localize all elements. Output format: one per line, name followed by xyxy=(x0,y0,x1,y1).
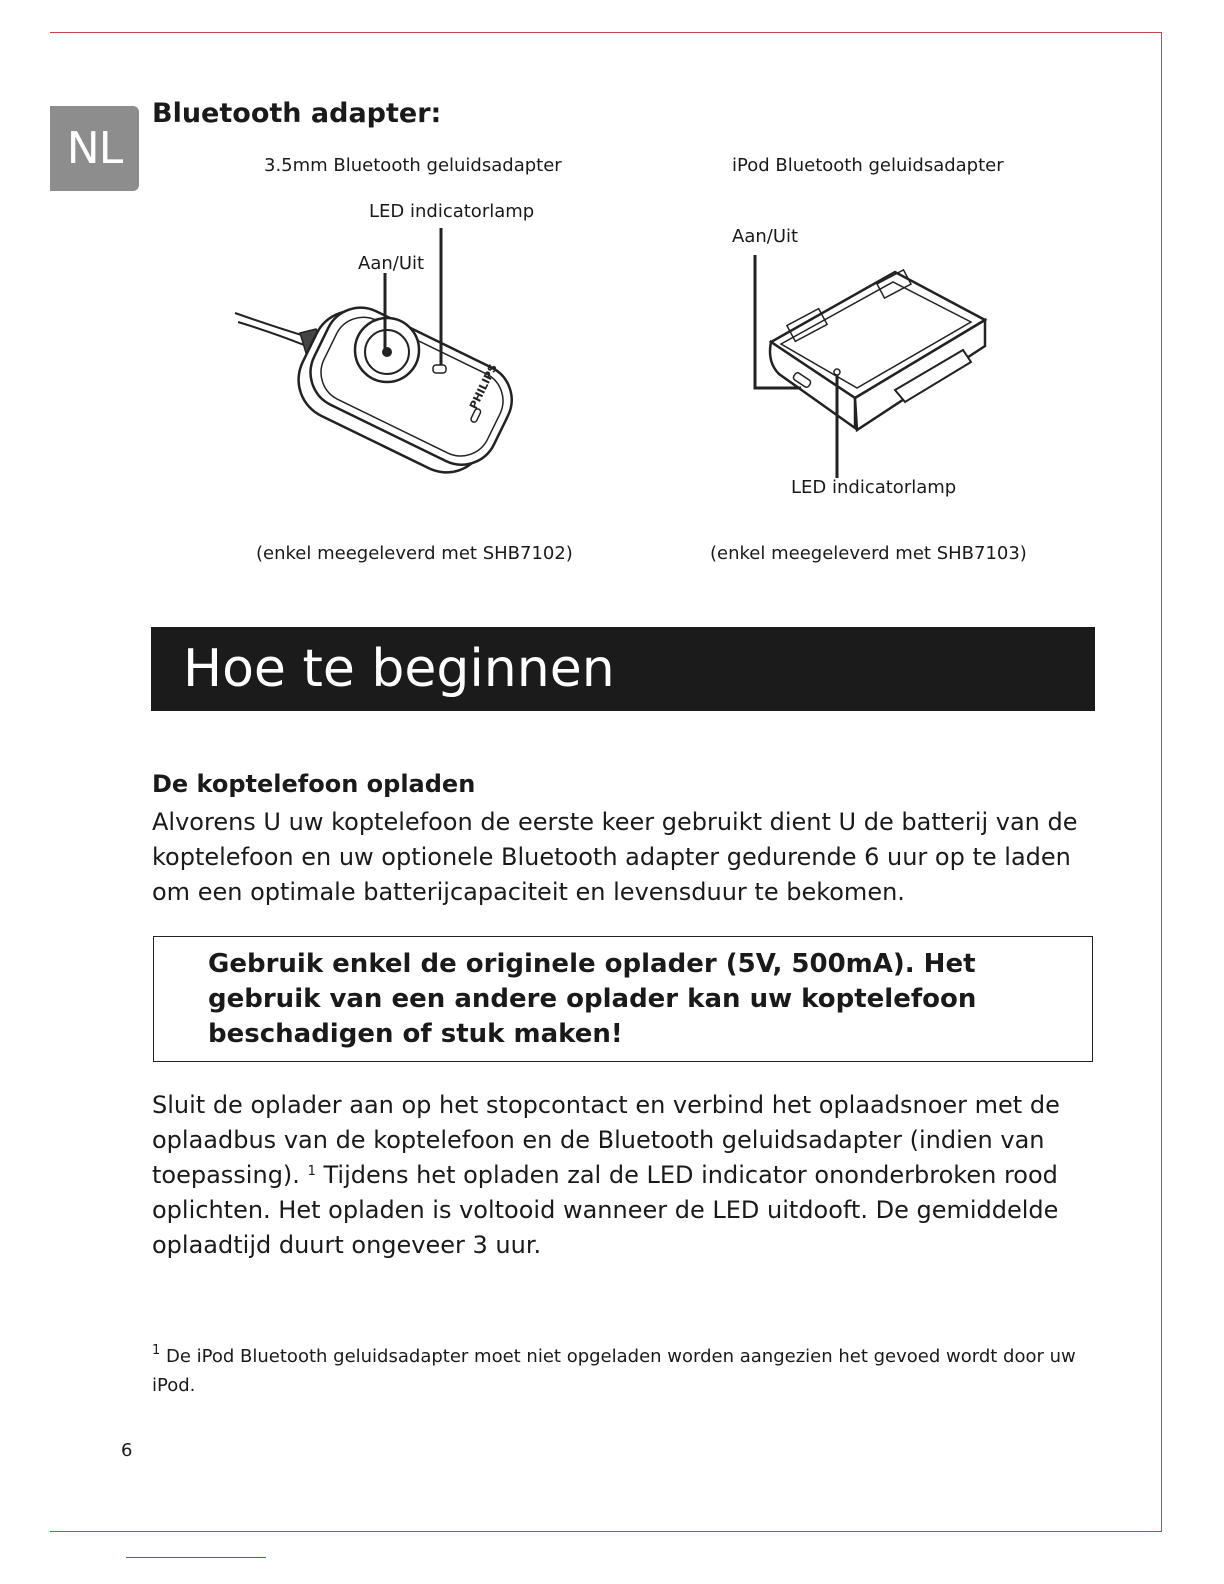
left-adapter-note: (enkel meegeleverd met SHB7102) xyxy=(256,543,573,564)
footnote-reference[interactable]: 1 xyxy=(307,1164,316,1179)
warning-text: Gebruik enkel de originele oplader (5V, 500mA). Het gebruik van een andere oplader kan uw koptelefoon beschadigen of stuk maken! xyxy=(208,949,977,1049)
right-adapter-note: (enkel meegeleverd met SHB7103) xyxy=(710,543,1027,564)
footnote-marker: 1 xyxy=(152,1343,161,1358)
left-led-label: LED indicatorlamp xyxy=(369,201,535,222)
warning-box xyxy=(153,936,1093,1062)
link-underline xyxy=(126,1557,266,1558)
charging-body-part1: Sluit de oplader aan op het stopcontact en verbind het oplaadsnoer met de oplaadbus van de koptelefoon en de Bluetooth geluidsadapter (indien van toepassing). xyxy=(152,1091,1060,1189)
section-banner xyxy=(151,627,1095,711)
page-number: 6 xyxy=(121,1440,133,1461)
footnote-text: De iPod Bluetooth geluidsadapter moet niet opgeladen worden aangezien het gevoed wordt door uw iPod. xyxy=(152,1346,1076,1396)
right-adapter-title: iPod Bluetooth geluidsadapter xyxy=(732,155,1004,176)
language-tab: NL xyxy=(50,106,139,191)
page-right-rule xyxy=(1161,32,1162,1532)
section-title: Bluetooth adapter: xyxy=(152,98,442,129)
footnote xyxy=(152,1342,1102,1400)
left-adapter-brand: PHILIPS xyxy=(467,362,500,412)
page-top-rule xyxy=(50,32,1162,33)
right-adapter-illustration xyxy=(745,250,1005,480)
left-adapter-illustration xyxy=(230,225,530,495)
charging-intro: Alvorens U uw koptelefoon de eerste keer gebruikt dient U de batterij van de koptelefoon en uw optionele Bluetooth adapter gedurende 6 uur op te laden om een optimale batterijcapaciteit en levensduur te bekomen. xyxy=(152,808,1078,906)
charging-body xyxy=(152,1088,1092,1263)
left-power-label: Aan/Uit xyxy=(358,253,425,274)
charging-title: De koptelefoon opladen xyxy=(152,770,476,798)
right-power-label: Aan/Uit xyxy=(732,226,799,247)
page-bottom-rule xyxy=(50,1531,1162,1532)
charging-body-part2: Tijdens het opladen zal de LED indicator ononderbroken rood oplichten. Het opladen is voltooid wanneer de LED uitdooft. De gemiddelde oplaadtijd duurt ongeveer 3 uur. xyxy=(152,1161,1059,1259)
right-led-label: LED indicatorlamp xyxy=(791,477,957,498)
left-adapter-title: 3.5mm Bluetooth geluidsadapter xyxy=(264,155,562,176)
banner-title: Hoe te beginnen xyxy=(183,639,615,699)
